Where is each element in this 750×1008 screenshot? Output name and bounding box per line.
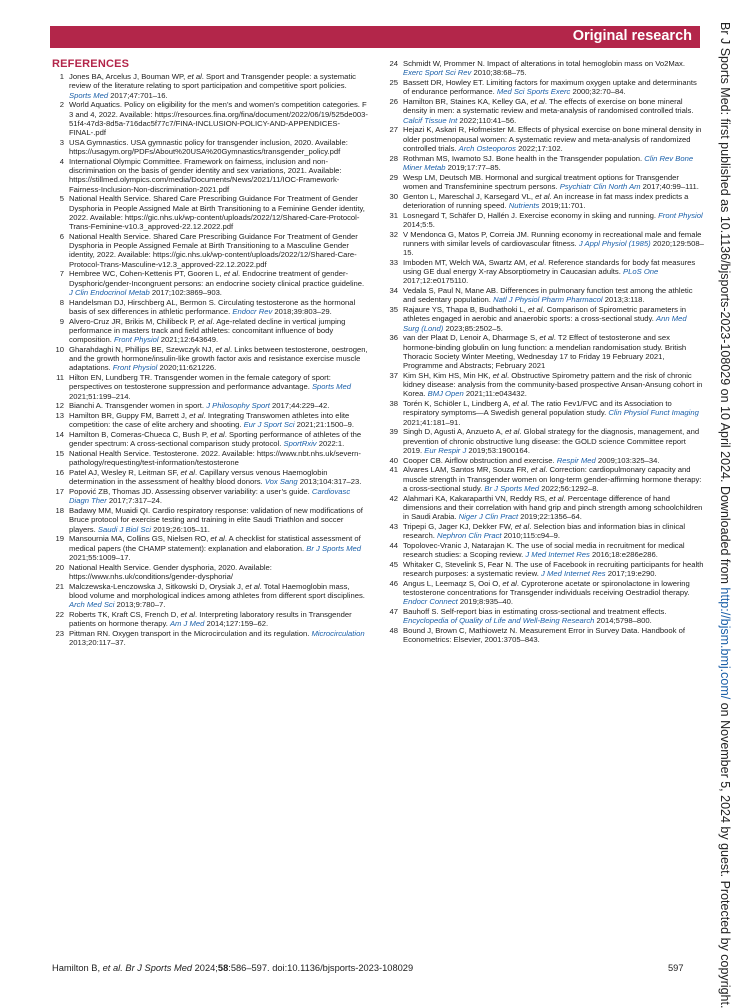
reference-text: Hamilton BR, Staines KA, Kelley GA, xyxy=(403,97,531,106)
references-left-column xyxy=(52,72,370,648)
reference-citation: 2014;5:5. xyxy=(403,219,435,229)
reference-number: 8 xyxy=(59,297,64,307)
reference-etal: et al xyxy=(512,399,528,408)
reference-text: Torén K, Schiöler L, Lindberg A, xyxy=(403,399,513,408)
reference-item xyxy=(386,541,704,560)
reference-item xyxy=(52,232,370,269)
reference-journal-link[interactable]: Eur Respir J xyxy=(424,445,467,455)
section-label: Original research xyxy=(572,28,692,44)
reference-journal-link[interactable]: Natl J Physiol Pharm Pharmacol xyxy=(493,295,603,305)
reference-journal-link[interactable]: Front Physiol xyxy=(112,363,158,373)
reference-journal-link[interactable]: J Philosophy Sport xyxy=(206,401,270,411)
reference-item xyxy=(52,582,370,610)
reference-etal: et al xyxy=(528,305,543,314)
reference-item xyxy=(52,298,370,317)
reference-citation: 2019;22:1356–64. xyxy=(518,512,582,521)
reference-text: Alvero-Cruz JR, Brikis M, Chilibeck P, xyxy=(69,316,198,326)
reference-citation: 2019;11:701. xyxy=(539,200,586,210)
side-note-suffix: on November 5, 2024 by guest. Protected by copyright. xyxy=(718,699,732,1008)
reference-etal: et al xyxy=(504,427,520,437)
reference-text-cont: . Cyproterone acetate or spironolactone in lowering testosterone concentrations for Transgender individuals receiving Oestradiol therapy. xyxy=(403,578,690,597)
reference-citation: 2019;17:77–85. xyxy=(445,162,501,172)
reference-item xyxy=(386,465,704,493)
reference-number: 17 xyxy=(55,487,64,496)
reference-text: Hamilton B, Comeras-Chueca C, Bush P, xyxy=(69,430,211,439)
reference-journal-link[interactable]: Front Physiol xyxy=(658,210,703,220)
reference-etal: et al xyxy=(529,257,544,267)
reference-etal: et al xyxy=(549,493,564,503)
reference-number: 23 xyxy=(55,628,64,638)
reference-text-cont: . Links between testosterone, oestrogen, and the growth hormone/insulin-like growth factor axis and resistance exercise muscle adaptations. xyxy=(69,344,368,373)
reference-number: 15 xyxy=(55,449,64,458)
reference-text-cont: . The ratio Fev1/FVC and its Association to respiratory symptoms—A Swedish general population study. xyxy=(403,399,672,418)
reference-text: Whitaker C, Stevelink S, Fear N. The use of Facebook in recruiting participants for health research purposes: a systematic review. xyxy=(403,559,704,578)
reference-citation: 2017;40:99–111. xyxy=(640,181,699,191)
reference-number: 39 xyxy=(389,427,398,437)
reference-etal: et al xyxy=(197,316,213,326)
reference-item xyxy=(386,607,704,626)
reference-item xyxy=(386,125,704,153)
reference-citation: 2010;38:68–75. xyxy=(471,68,527,78)
reference-text-cont: . Sport and Transgender people: a systematic review of the literature relating to sport participation and competitive sport policies. xyxy=(69,72,356,91)
reference-journal-link[interactable]: Niger J Clin Pract xyxy=(458,512,519,521)
reference-text-cont: . Sporting performance of athletes of the gender spectrum: A cross-sectional comparison study protocol. xyxy=(69,430,362,449)
reference-number: 13 xyxy=(55,411,64,420)
reference-etal: et al xyxy=(539,333,554,343)
reference-journal-link[interactable]: Arch Med Sci xyxy=(69,600,115,609)
reference-text: Roberts TK, Kraft CS, French D, xyxy=(69,609,181,619)
reference-number: 38 xyxy=(389,399,398,408)
reference-item xyxy=(386,192,704,211)
reference-item xyxy=(386,305,704,333)
reference-number: 41 xyxy=(389,465,398,475)
reference-number: 45 xyxy=(389,559,398,569)
reference-journal-link[interactable]: Endocr Rev xyxy=(232,306,273,316)
reference-journal-link[interactable]: Br J Sports Med xyxy=(484,483,540,493)
reference-item xyxy=(52,534,370,562)
reference-number: 26 xyxy=(389,97,398,106)
reference-text: Vedala S, Paul N, Mane AB. Differences in pulmonary function test among the athletic and sedentary population. xyxy=(403,286,693,305)
reference-citation: 2000;32:70–84. xyxy=(570,87,626,97)
reference-text: Badawy MM, Muaidi QI. Cardio respiratory response: validation of new modifications of Bruce protocol for exercise testing and training in elite Saudi Triathlon and soccer players. xyxy=(69,506,363,534)
reference-citation: 2017;7:317–24. xyxy=(106,496,163,506)
reference-item xyxy=(52,401,370,410)
reference-etal: et al xyxy=(189,411,204,420)
reference-number: 4 xyxy=(59,156,64,166)
reference-text: Popović ZB, Thomas JD. Assessing observer variability: a user’s guide. xyxy=(69,487,312,496)
reference-journal-link[interactable]: Respir Med xyxy=(556,455,596,465)
reference-text: USA Gymnastics. USA gymnastic policy for transgender inclusion, 2020. Available: https://usagym.org/PDFs/About%20USA%20Gymnastics/transgender_policy.pdf xyxy=(69,137,348,156)
reference-number: 11 xyxy=(56,373,64,382)
reference-text-cont: . Correction: cardiopulmonary capacity and muscle strength in Transgender women on long-term gender-affirming hormone therapy: a cross-sectional study. xyxy=(403,465,702,493)
reference-item xyxy=(386,78,704,97)
reference-number: 1 xyxy=(59,72,64,81)
reference-number: 7 xyxy=(59,269,64,279)
reference-text: Gharahdaghi N, Phillips BE, Szewczyk NJ, xyxy=(69,344,216,354)
reference-citation: 2017;19:e290. xyxy=(605,569,657,578)
references-right-column xyxy=(386,59,704,645)
reference-journal-link[interactable]: Sports Med xyxy=(311,382,352,392)
reference-text: Bianchi A. Transgender women in sport. xyxy=(69,401,207,411)
reference-journal-link[interactable]: Calcif Tissue Int xyxy=(403,115,458,125)
reference-citation: 2009;103:325–34. xyxy=(595,455,660,465)
reference-item xyxy=(386,154,704,173)
reference-citation: 2023;85:2502–5. xyxy=(443,323,503,333)
reference-citation: 2021;41:181–91. xyxy=(403,417,461,427)
reference-number: 32 xyxy=(389,229,398,239)
reference-item xyxy=(52,629,370,648)
side-note-link[interactable]: http://bjsm.bmj.com/ xyxy=(718,587,732,700)
reference-etal: et al xyxy=(215,344,230,354)
reference-text: Malczewska-Lenczowska J, Sitkowski D, Orysiak J, xyxy=(69,581,246,591)
reference-text: Mansournia MA, Collins GS, Nielsen RO, xyxy=(69,534,211,544)
reference-text: Kim SH, Kim HS, Min HK, xyxy=(403,370,493,380)
reference-number: 24 xyxy=(389,59,398,68)
reference-item xyxy=(386,494,704,522)
reference-text: Losnegard T, Schäfer D, Hallén J. Exercise economy in skiing and running. xyxy=(403,210,659,220)
reference-text: Hamilton BR, Guppy FM, Barrett J, xyxy=(69,411,190,420)
reference-etal: et al xyxy=(514,521,530,531)
reference-item xyxy=(52,269,370,297)
reference-text: Jones BA, Arcelus J, Bouman WP, xyxy=(69,72,188,81)
reference-text: Bauhoff S. Self-report bias in estimating cross-sectional and treatment effects. xyxy=(403,607,667,616)
reference-item xyxy=(386,371,704,399)
reference-item xyxy=(386,59,704,78)
reference-citation: 2017;47:701–16. xyxy=(108,90,168,100)
reference-number: 5 xyxy=(59,194,64,204)
reference-item xyxy=(52,157,370,194)
reference-text: van der Plaat D, Lenoir A, Dharmage S, xyxy=(403,333,540,343)
reference-text: Singh D, Agusti A, Anzueto A, xyxy=(403,427,505,437)
reference-text: Genton L, Mareschal J, Karsegard VL, xyxy=(403,191,536,201)
reference-item xyxy=(52,317,370,345)
reference-citation: 2013;104:317–23. xyxy=(297,477,362,487)
reference-text: V Mendonca G, Matos P, Correia JM. Running economy in recreational male and female runners with similar levels of cardiovascular fitness. xyxy=(403,229,702,248)
reference-journal-link[interactable]: PLoS One xyxy=(623,267,659,276)
reference-citation: 2020;129:508–15. xyxy=(403,238,704,257)
reference-number: 22 xyxy=(55,609,64,619)
reference-etal: et al xyxy=(535,191,550,201)
reference-journal-link[interactable]: Psychiatr Clin North Am xyxy=(559,181,641,191)
reference-text: Bassett DR, Howley ET. Limiting factors for maximum oxygen uptake and determinants of endurance performance. xyxy=(403,78,697,97)
reference-item xyxy=(52,345,370,373)
reference-journal-link[interactable]: J Med Internet Res xyxy=(525,550,590,559)
page-number: 597 xyxy=(668,963,684,973)
reference-journal-link[interactable]: J Med Internet Res xyxy=(541,569,606,578)
reference-citation: 2017;44:229–42. xyxy=(269,401,330,411)
reference-text: International Olympic Committee. Framework on fairness, inclusion and non-discrimination on the basis of gender identity and sex variations, 2021. Available: https://stillmed.olympics.com/media/Documents/News/2021/11/IOC-Framework-Fairness-Inclusion-Non-discrimination-2021.pdf xyxy=(69,156,342,194)
reference-item xyxy=(52,487,370,506)
reference-text: Rothman MS, Iwamoto SJ. Bone health in the Transgender population. xyxy=(403,153,645,163)
reference-item xyxy=(52,72,370,100)
reference-journal-link[interactable]: Exerc Sport Sci Rev xyxy=(403,68,472,78)
reference-citation: 2014;5798–800. xyxy=(594,616,652,626)
reference-item xyxy=(386,579,704,607)
reference-journal-link[interactable]: Sports Med xyxy=(69,90,109,100)
reference-text-cont: . Integrating Transwomen athletes into elite competition: the case of elite archery and shooting. xyxy=(69,411,350,430)
footer-citation xyxy=(52,963,413,973)
reference-text: Hilton EN, Lundberg TR. Transgender women in the female category of sport: perspectives on testosterone suppression and performance advantage. xyxy=(69,373,331,392)
reference-citation: 2021;12:643649. xyxy=(158,335,219,344)
reference-number: 2 xyxy=(59,100,64,110)
reference-number: 40 xyxy=(389,455,398,465)
reference-text: Handelsman DJ, Hirschberg AL, Bermon S. Circulating testosterone as the hormonal basis of sex differences in athletic performance. xyxy=(69,297,356,316)
reference-item xyxy=(386,427,704,455)
reference-number: 35 xyxy=(389,305,398,314)
reference-number: 43 xyxy=(389,521,398,531)
reference-item xyxy=(386,522,704,541)
reference-journal-link[interactable]: J Clin Endocrinol Metab xyxy=(69,287,150,297)
reference-text: Pittman RN. Oxygen transport in the Microcirculation and its regulation. xyxy=(69,628,312,638)
reference-journal-link[interactable]: Nutrients xyxy=(508,200,540,210)
reference-text: Imboden MT, Welch WA, Swartz AM, xyxy=(403,257,530,267)
reference-journal-link[interactable]: Eur J Sport Sci xyxy=(243,420,295,430)
reference-text-cont: . Endocrine treatment of gender-Dysphoric/gender-Incongruent persons: an endocrine society clinical practice guideline. xyxy=(69,269,365,288)
reference-text: Topolovec-Vranic J, Natarajan K. The use of social media in recruitment for medical research studies: a Scoping review. xyxy=(403,540,685,559)
reference-number: 48 xyxy=(389,626,398,635)
reference-number: 30 xyxy=(389,191,398,201)
reference-item xyxy=(52,430,370,449)
reference-citation: 2013;3:118. xyxy=(602,295,645,305)
reference-number: 37 xyxy=(389,370,398,380)
side-copyright-note xyxy=(713,22,737,1008)
reference-item xyxy=(386,456,704,465)
reference-text: Bound J, Brown C, Mathiowetz N. Measurement Error in Survey Data. Handbook of Econometrics: Elsevier, 2001:3705–843. xyxy=(403,626,685,645)
reference-text: Cooper CB. Airflow obstruction and exercise. xyxy=(403,455,557,465)
reference-etal: et al xyxy=(492,370,508,380)
reference-citation: 2022;110:41–56. xyxy=(457,115,517,125)
reference-citation: 2019;53:1900164. xyxy=(466,445,531,455)
reference-number: 16 xyxy=(55,468,64,477)
reference-text-cont: . Selection bias and information bias in clinical research. xyxy=(403,521,686,540)
reference-number: 28 xyxy=(389,153,398,163)
reference-text-cont: . A checklist for statistical assessment of medical papers (the CHAMP statement): explanation and elaboration. xyxy=(69,534,361,553)
reference-citation: 2017;102:3869–903. xyxy=(149,287,222,297)
reference-citation: 2021;51:199–214. xyxy=(69,391,131,401)
reference-citation: 2019;26:105–11. xyxy=(150,524,210,534)
reference-etal: et al xyxy=(187,72,202,81)
reference-item xyxy=(52,449,370,468)
reference-text: Tripepi G, Jager KJ, Dekker FW, xyxy=(403,521,515,531)
reference-etal: et al xyxy=(210,534,225,544)
reference-journal-link[interactable]: Br J Sports Med xyxy=(306,543,362,553)
reference-etal: et al xyxy=(530,97,545,106)
reference-item xyxy=(386,258,704,286)
reference-item xyxy=(52,100,370,137)
reference-number: 44 xyxy=(389,540,398,550)
reference-item xyxy=(52,411,370,430)
reference-item xyxy=(52,373,370,401)
reference-text-cont: . T2 Effect of testosterone and sex hormone-binding globulin on lung function: a mendelian randomisation study. British Thoracic Society Winter Meeting, Wednesday 17 to Friday 19 February 2021, Programme and Abstracts; February 2021 xyxy=(403,333,687,370)
footer-year: 2024; xyxy=(192,963,218,973)
footer-pages: :586–597. doi:10.1136/bjsports-2023-108029 xyxy=(228,963,414,973)
reference-text: Schmidt W, Prommer N. Impact of alterations in total hemoglobin mass on Vo2Max. xyxy=(403,59,685,68)
reference-number: 6 xyxy=(59,231,64,241)
reference-number: 9 xyxy=(59,316,64,326)
reference-text: Wesp LM, Deutsch MB. Hormonal and surgical treatment options for Transgender women and Transfeminine spectrum persons. xyxy=(403,172,679,191)
reference-text-cont: . Percentage difference of hand dimensions and their correlation with hand grip and pinch strength among schoolchildren in Saudi Arabia. xyxy=(403,493,703,521)
reference-citation: 2020;11:621226. xyxy=(157,363,217,373)
reference-number: 47 xyxy=(389,607,398,616)
reference-item xyxy=(52,194,370,231)
reference-text-cont: . Total Haemoglobin mass, blood volume and morphological indices among athletes from different sport disciplines. xyxy=(69,581,365,600)
reference-text-cont: . Obstructive Spirometry pattern and the risk of chronic kidney disease: analysis from the community-based prospective Ansan-Ansung cohort in Korea. xyxy=(403,370,703,399)
reference-number: 36 xyxy=(389,333,398,343)
reference-journal-link[interactable]: Arch Osteoporos xyxy=(458,143,516,153)
reference-text-cont: . Interpreting laboratory results in Transgender patients on hormone therapy. xyxy=(69,609,352,628)
reference-item xyxy=(52,138,370,157)
reference-item xyxy=(386,230,704,258)
reference-text: Hembree WC, Cohen-Kettenis PT, Gooren L, xyxy=(69,269,224,279)
reference-item xyxy=(52,506,370,534)
reference-journal-link[interactable]: Saudi J Biol Sci xyxy=(97,524,151,534)
reference-item xyxy=(386,211,704,230)
reference-number: 42 xyxy=(389,493,398,503)
reference-citation: 2014;127:159–62. xyxy=(204,619,269,628)
reference-journal-link[interactable]: Nephron Clin Pract xyxy=(436,531,502,540)
reference-item xyxy=(386,560,704,579)
reference-item xyxy=(52,468,370,487)
reference-number: 29 xyxy=(389,172,398,182)
reference-item xyxy=(386,626,704,645)
reference-item xyxy=(52,610,370,629)
reference-number: 10 xyxy=(55,344,64,354)
reference-text-cont: . An increase in fat mass index predicts a deterioration of running speed. xyxy=(403,191,689,210)
reference-journal-link[interactable]: Med Sci Sports Exerc xyxy=(496,87,571,97)
reference-citation: 2010;115:c94–9. xyxy=(501,531,561,540)
reference-number: 21 xyxy=(55,581,64,591)
reference-text-cont: . The effects of exercise on bone mineral density in men: a systematic review and meta-analysis of randomised controlled trials. xyxy=(403,97,694,116)
reference-number: 34 xyxy=(389,286,398,295)
reference-journal-link[interactable]: Ann Med Surg (Lond) xyxy=(403,314,687,333)
reference-number: 3 xyxy=(59,137,64,147)
reference-number: 27 xyxy=(389,125,398,135)
reference-text: Angus L, Leemaqz S, Ooi O, xyxy=(403,578,503,588)
reference-journal-link[interactable]: J Appl Physiol (1985) xyxy=(578,238,651,248)
reference-number: 33 xyxy=(389,257,398,267)
reference-text: Alahmari KA, Kakaraparthi VN, Reddy RS, xyxy=(403,493,550,503)
reference-journal-link[interactable]: Vox Sang xyxy=(264,477,298,487)
reference-text: National Health Service. Gender dysphoria, 2020. Available: https://www.nhs.uk/conditions/gender-dysphoria/ xyxy=(69,562,272,581)
reference-text: Patel AJ, Wesley R, Leitman SF, xyxy=(69,468,181,477)
reference-text: National Health Service. Testosterone. 2022. Available: https://www.nbt.nhs.uk/severn-pathology/requesting/test-information/testosterone xyxy=(69,449,361,468)
reference-text-cont: . Reference standards for body fat measures using GE dual energy X-ray Absorptiometry in Caucasian adults. xyxy=(403,257,696,276)
reference-item xyxy=(386,399,704,427)
reference-citation: 2021;55:1009–17. xyxy=(69,552,131,562)
reference-number: 31 xyxy=(389,210,398,220)
reference-number: 12 xyxy=(55,401,64,411)
footer-authors: Hamilton B, xyxy=(52,963,103,973)
reference-etal: et al xyxy=(180,468,195,477)
reference-text: Alvares LAM, Santos MR, Souza FR, xyxy=(403,465,531,475)
reference-journal-link[interactable]: BMJ Open xyxy=(427,389,464,399)
reference-journal-link[interactable]: Clin Rev Bone Miner Metab xyxy=(403,153,694,172)
footer-etal: et al xyxy=(102,963,121,973)
reference-journal-link[interactable]: Front Physiol xyxy=(114,335,159,344)
reference-journal-link[interactable]: Cardiovasc Diagn Ther xyxy=(69,487,351,506)
reference-etal: et al xyxy=(245,581,260,591)
section-header-bar xyxy=(50,26,700,48)
reference-citation: 2021;11:e043432. xyxy=(463,389,527,399)
reference-item xyxy=(386,333,704,370)
reference-text: World Aquatics. Policy on eligibility for the men’s and women’s competition categories. F 3 and 4, 2022. Available: https://resources.fina.org/fina/document/2022/06/19/525de003-51f4-47d3-8d5a-716dac5f77c7/FINA-INCLUSION-POLICY-AND-APPENDICES-FINAL-.pdf xyxy=(69,100,368,137)
reference-text-cont: . Age-related decline in vertical jumping performance in masters track and field athletes: concomitant influence of body composition. xyxy=(69,316,346,344)
reference-number: 18 xyxy=(55,506,64,515)
reference-text-cont: . Capillary versus venous Haemoglobin determination in the assessment of healthy blood donors. xyxy=(69,468,328,487)
reference-text: National Health Service. Shared Care Prescribing Guidance For Treatment of Gender Dysphoria in People Assigned Female at Birth Transitioning to a Masculine Gender identity, 2022. Available: https://gic.nhs.uk/wp-content/uploads/2022/12/Shared-Care-Protocol-Trans-Masculine-v12.3_approved-22.12.2022.pdf xyxy=(69,231,358,269)
reference-etal: et al xyxy=(502,578,517,588)
reference-citation: 2013;20:117–37. xyxy=(69,638,126,647)
reference-citation: 2022:1. xyxy=(316,439,345,449)
reference-citation: 2021;21:1500–9. xyxy=(294,420,355,430)
reference-number: 46 xyxy=(389,578,398,588)
reference-citation: 2018;39:803–29. xyxy=(272,306,332,316)
reference-etal: et al xyxy=(210,430,225,439)
reference-citation: 2017;12:e0175110. xyxy=(403,276,469,286)
footer-volume: 58 xyxy=(217,963,229,973)
reference-etal: et al xyxy=(530,465,546,475)
reference-text-cont: . Comparison of Spirometric parameters in athletes engaged in aerobic and anaerobic sports: a cross-sectional study. xyxy=(403,305,687,324)
reference-etal: et al xyxy=(223,269,239,279)
reference-text-cont: . Global strategy for the diagnosis, management, and prevention of chronic obstructive lung disease: the GOLD science Committee report 2019. xyxy=(403,427,700,455)
reference-journal-link[interactable]: Am J Med xyxy=(169,619,205,628)
reference-text: Hejazi K, Askari R, Hofmeister M. Effects of physical exercise on bone mineral density in older postmenopausal women: A systematic review and meta-analysis of randomized controlled trials. xyxy=(403,125,702,153)
reference-text: National Health Service. Shared Care Prescribing Guidance For Treatment of Gender Dysphoria in People Assigned Male at Birth Transitioning to a Feminine Gender identity, 2022. Available: https://gic.nhs.uk/wp-content/uploads/2022/12/Shared-Care-Protocol-Trans-Feminine-v10.3_approved-22.12.2022.pdf xyxy=(69,194,365,231)
reference-number: 25 xyxy=(389,78,398,87)
reference-journal-link[interactable]: Encyclopedia of Quality of Life and Well-Being Research xyxy=(403,616,595,626)
reference-number: 14 xyxy=(55,430,64,439)
references-heading: REFERENCES xyxy=(52,58,130,70)
reference-journal-link[interactable]: Microcirculation xyxy=(311,628,365,638)
reference-citation: 2019;8:935–40. xyxy=(457,597,514,607)
reference-etal: et al xyxy=(180,609,195,619)
reference-citation: 2022;17:102. xyxy=(515,143,563,153)
footer-journal: . Br J Sports Med xyxy=(120,963,193,973)
reference-item xyxy=(386,286,704,305)
reference-text: Rajaure YS, Thapa B, Budhathoki L, xyxy=(403,305,529,314)
reference-journal-link[interactable]: Clin Physiol Funct Imaging xyxy=(608,408,699,418)
reference-number: 19 xyxy=(55,534,64,544)
reference-citation: 2022;56:1292–8. xyxy=(539,483,599,493)
side-note-prefix: Br J Sports Med: first published as 10.1136/bjsports-2023-108029 on 10 April 2024. Downloaded from xyxy=(718,22,732,588)
reference-journal-link[interactable]: Endocr Connect xyxy=(403,597,458,607)
reference-citation: 2016;18:e286e286. xyxy=(589,550,658,559)
reference-number: 20 xyxy=(55,562,64,572)
reference-journal-link[interactable]: SportRxiv xyxy=(283,439,317,449)
reference-item xyxy=(386,173,704,192)
reference-item xyxy=(52,563,370,582)
reference-item xyxy=(386,97,704,125)
reference-citation: 2013;9:780–7. xyxy=(114,600,166,609)
